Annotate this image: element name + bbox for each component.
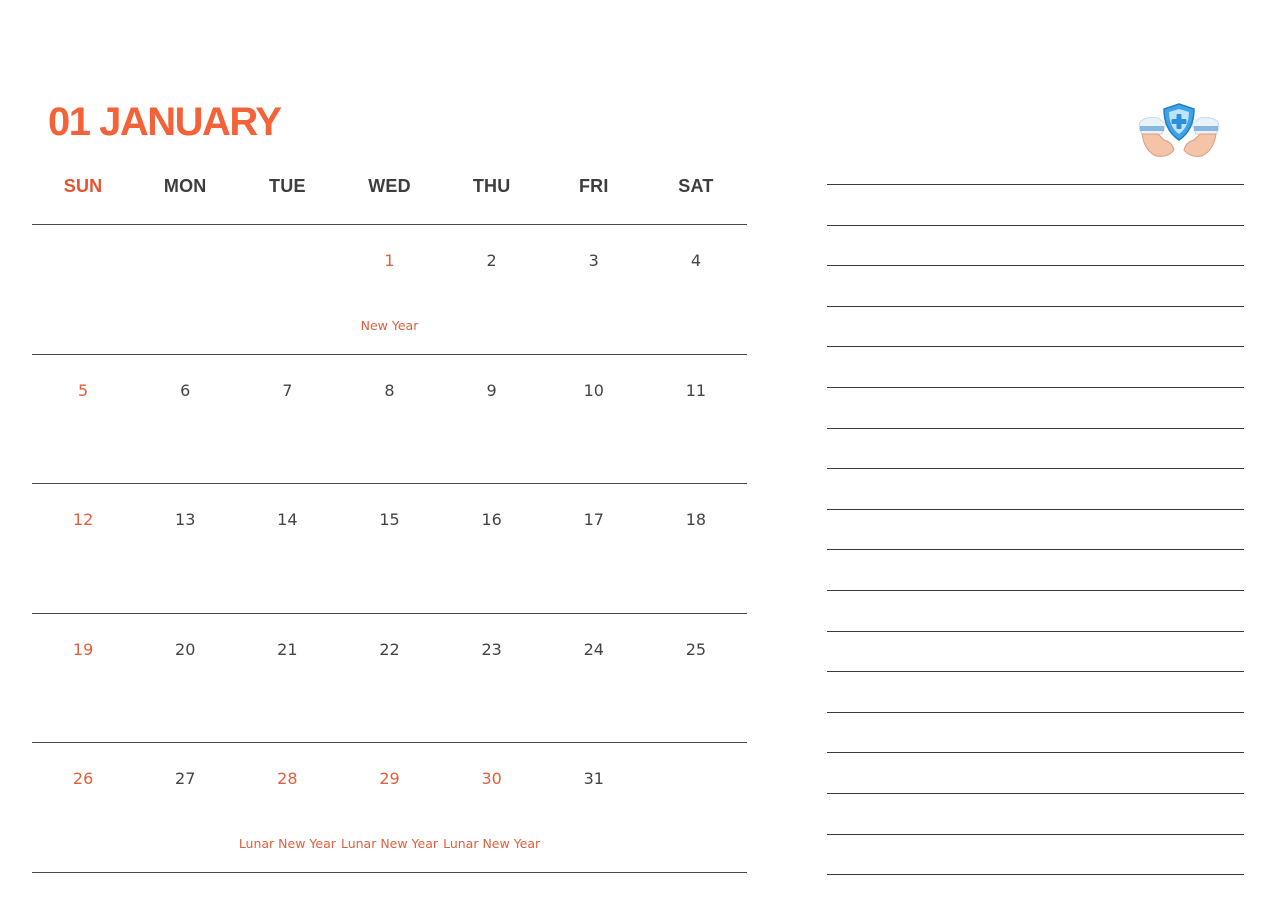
day-number: 5 bbox=[77, 380, 89, 400]
note-line bbox=[827, 225, 1244, 266]
holiday-label: Lunar New Year bbox=[238, 836, 336, 851]
day-number: 19 bbox=[72, 639, 94, 659]
day-cell bbox=[32, 225, 134, 354]
day-cell bbox=[134, 614, 236, 743]
day-number: 29 bbox=[379, 769, 400, 788]
note-line bbox=[827, 874, 1244, 875]
day-cell bbox=[32, 484, 134, 613]
weekday-wed: WED bbox=[368, 175, 411, 196]
note-line bbox=[827, 306, 1244, 347]
day-number: 10 bbox=[583, 380, 604, 400]
day-number: 7 bbox=[282, 380, 293, 400]
calendar-grid bbox=[32, 166, 747, 851]
day-number: 25 bbox=[685, 639, 707, 659]
day-cell bbox=[543, 484, 645, 613]
day-number: 9 bbox=[486, 380, 497, 400]
day-cell bbox=[441, 484, 543, 613]
day-number: 23 bbox=[481, 639, 502, 659]
day-cell bbox=[32, 743, 134, 872]
day-cell bbox=[236, 355, 338, 484]
day-number: 1 bbox=[384, 251, 395, 270]
day-number: 18 bbox=[685, 510, 707, 529]
weekday-sun: SUN bbox=[63, 175, 103, 196]
day-cell bbox=[32, 614, 134, 743]
week-row bbox=[32, 743, 747, 873]
day-number: 17 bbox=[583, 510, 604, 529]
day-number: 12 bbox=[72, 510, 94, 529]
note-line bbox=[827, 509, 1244, 550]
day-cell bbox=[134, 743, 236, 872]
day-cell bbox=[236, 743, 338, 872]
day-number: 3 bbox=[588, 251, 599, 270]
day-number: 6 bbox=[180, 380, 191, 400]
day-cell bbox=[338, 614, 440, 743]
page-title: 01 JANUARY bbox=[48, 100, 281, 144]
note-line bbox=[827, 184, 1244, 225]
day-cell bbox=[441, 355, 543, 484]
note-line bbox=[827, 468, 1244, 509]
day-cell bbox=[543, 614, 645, 743]
weekday-header bbox=[32, 166, 747, 206]
note-line bbox=[827, 631, 1244, 672]
day-cell bbox=[236, 484, 338, 613]
day-number: 20 bbox=[175, 639, 196, 659]
day-cell bbox=[32, 355, 134, 484]
day-number: 27 bbox=[175, 769, 196, 788]
note-line bbox=[827, 793, 1244, 834]
shield-cross-hands-icon bbox=[1136, 100, 1222, 162]
day-number: 11 bbox=[685, 380, 707, 400]
holiday-label: Lunar New Year bbox=[443, 836, 541, 851]
day-cell bbox=[338, 743, 440, 872]
note-line bbox=[827, 712, 1244, 753]
day-cell bbox=[645, 225, 747, 354]
day-cell bbox=[543, 355, 645, 484]
weekday-sat: SAT bbox=[678, 175, 714, 196]
holiday-label: New Year bbox=[360, 318, 419, 333]
day-cell bbox=[338, 484, 440, 613]
note-line bbox=[827, 590, 1244, 631]
day-cell bbox=[338, 355, 440, 484]
week-row bbox=[32, 225, 747, 355]
day-number: 15 bbox=[379, 510, 400, 529]
calendar-weeks bbox=[32, 225, 747, 873]
day-cell bbox=[543, 225, 645, 354]
day-cell bbox=[441, 743, 543, 872]
day-cell bbox=[236, 614, 338, 743]
note-line bbox=[827, 834, 1244, 875]
weekday-tue: TUE bbox=[269, 175, 306, 196]
day-cell bbox=[645, 355, 747, 484]
day-cell bbox=[134, 484, 236, 613]
day-number: 21 bbox=[277, 639, 298, 659]
note-line bbox=[827, 428, 1244, 469]
day-number: 4 bbox=[690, 251, 701, 270]
day-number: 22 bbox=[379, 639, 400, 659]
day-number: 13 bbox=[175, 510, 196, 529]
day-cell bbox=[645, 614, 747, 743]
week-row bbox=[32, 484, 747, 614]
day-cell bbox=[441, 614, 543, 743]
note-line bbox=[827, 549, 1244, 590]
day-cell bbox=[134, 355, 236, 484]
day-cell bbox=[543, 743, 645, 872]
weekday-fri: FRI bbox=[578, 175, 609, 196]
note-line bbox=[827, 752, 1244, 793]
day-number: 2 bbox=[486, 251, 497, 270]
note-line bbox=[827, 265, 1244, 306]
note-line bbox=[827, 671, 1244, 712]
day-number: 28 bbox=[277, 769, 298, 788]
day-cell bbox=[338, 225, 440, 354]
week-row bbox=[32, 355, 747, 485]
week-row bbox=[32, 614, 747, 744]
day-number: 24 bbox=[583, 639, 604, 659]
day-cell bbox=[134, 225, 236, 354]
notes-lines bbox=[827, 184, 1244, 875]
holiday-label: Lunar New Year bbox=[340, 836, 439, 851]
day-number: 30 bbox=[481, 769, 502, 788]
day-cell bbox=[645, 484, 747, 613]
weekday-thu: THU bbox=[472, 175, 511, 196]
day-number: 31 bbox=[583, 769, 604, 788]
day-number: 14 bbox=[277, 510, 298, 529]
day-cell bbox=[441, 225, 543, 354]
note-line bbox=[827, 346, 1244, 387]
day-number: 8 bbox=[384, 380, 395, 400]
day-cell bbox=[236, 225, 338, 354]
day-number: 26 bbox=[72, 769, 94, 788]
day-cell bbox=[645, 743, 747, 872]
weekday-mon: MON bbox=[163, 175, 207, 196]
day-number: 16 bbox=[481, 510, 502, 529]
note-line bbox=[827, 387, 1244, 428]
